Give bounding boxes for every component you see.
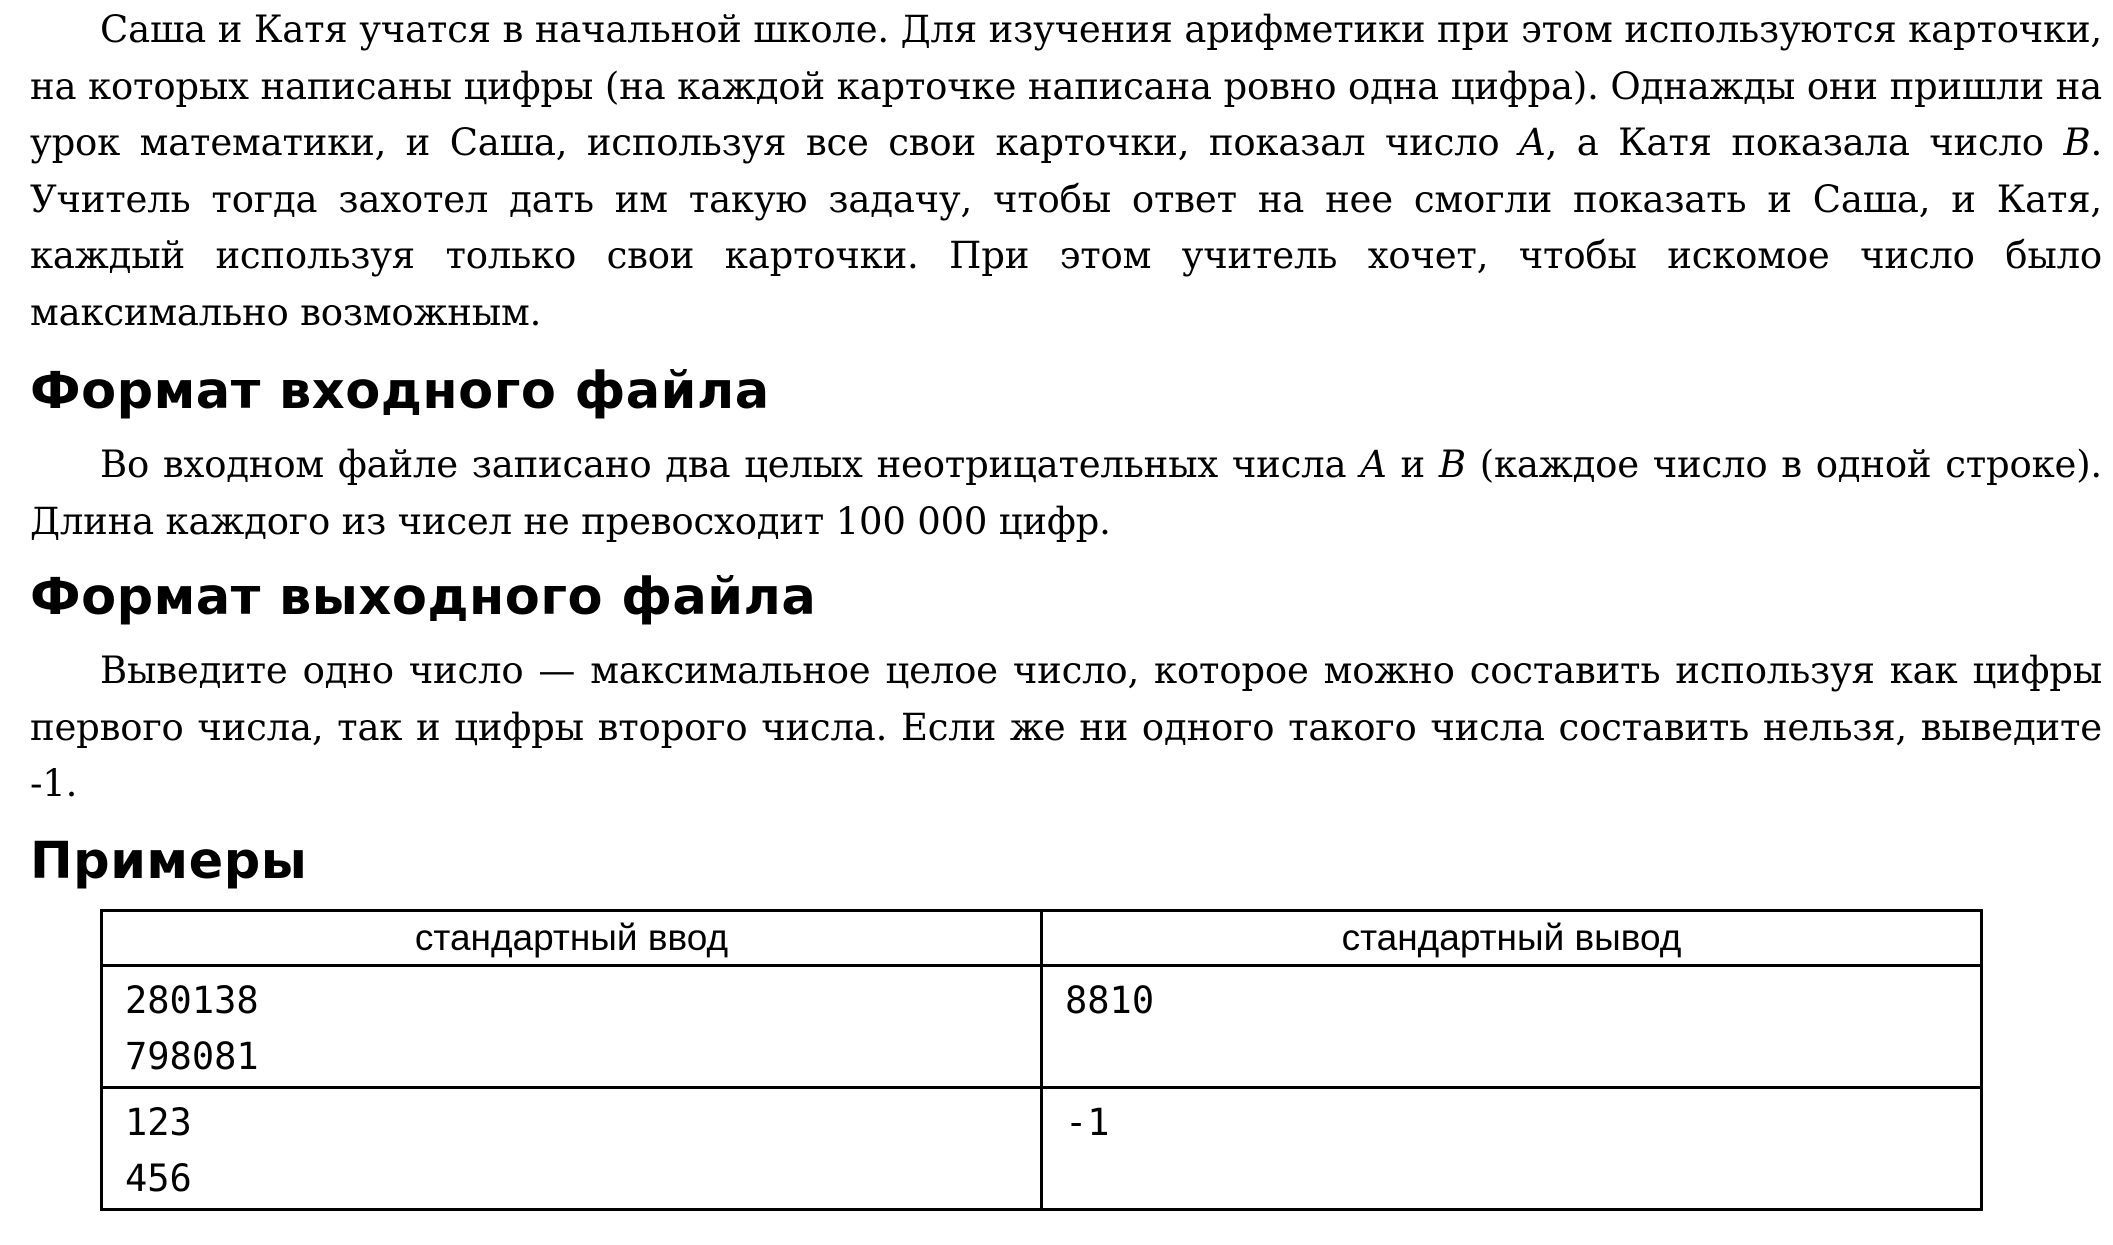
variable-a: A <box>1519 121 1546 164</box>
example-output[interactable]: 8810 <box>1042 966 1982 1088</box>
example-row <box>102 1088 1982 1210</box>
input-format-text: (каждое число в одной строке). Длина каждого из чисел не превосходит 100 000 цифр. <box>30 443 2102 543</box>
output-format-heading: Формат выходного файла <box>30 568 817 627</box>
input-column-header: стандартный ввод <box>102 911 1042 966</box>
statement-text: Саша и Катя учатся в начальной школе. Для изучения арифметики при этом используются карточки, на которых написаны цифры (на каждой карточке написана ровно одна цифра). Однажды они пришли на урок математики, и Саша, используя все свои карточки, показал число <box>30 8 2102 164</box>
input-format-text: и <box>1386 443 1439 486</box>
statement-paragraph <box>30 2 2102 341</box>
variable-b: B <box>2063 121 2091 164</box>
example-output[interactable]: -1 <box>1042 1088 1982 1210</box>
input-format-heading: Формат входного файла <box>30 362 770 421</box>
statement-text: . Учитель тогда захотел дать им такую задачу, чтобы ответ на нее смогли показать и Саша, и Катя, каждый используя только свои карточки. При этом учитель хочет, чтобы искомое число было максимально возможным. <box>30 121 2102 334</box>
example-input[interactable]: 280138 798081 <box>102 966 1042 1088</box>
variable-a: A <box>1360 443 1387 486</box>
examples-heading: Примеры <box>30 832 308 891</box>
example-row <box>102 966 1982 1088</box>
statement-text: , а Катя показала число <box>1545 121 2064 164</box>
input-format-text: Во входном файле записано два целых неотрицательных числа <box>100 443 1361 486</box>
input-format-paragraph <box>30 437 2102 550</box>
output-column-header: стандартный вывод <box>1042 911 1982 966</box>
variable-b: B <box>1438 443 1466 486</box>
examples-header-row <box>102 911 1982 966</box>
examples-table <box>100 909 1983 1211</box>
example-input[interactable]: 123 456 <box>102 1088 1042 1210</box>
output-format-paragraph: Выведите одно число — максимальное целое число, которое можно составить используя как цифры первого числа, так и цифры второго числа. Если же ни одного такого числа составить нельзя, выведите -1. <box>30 649 2102 805</box>
